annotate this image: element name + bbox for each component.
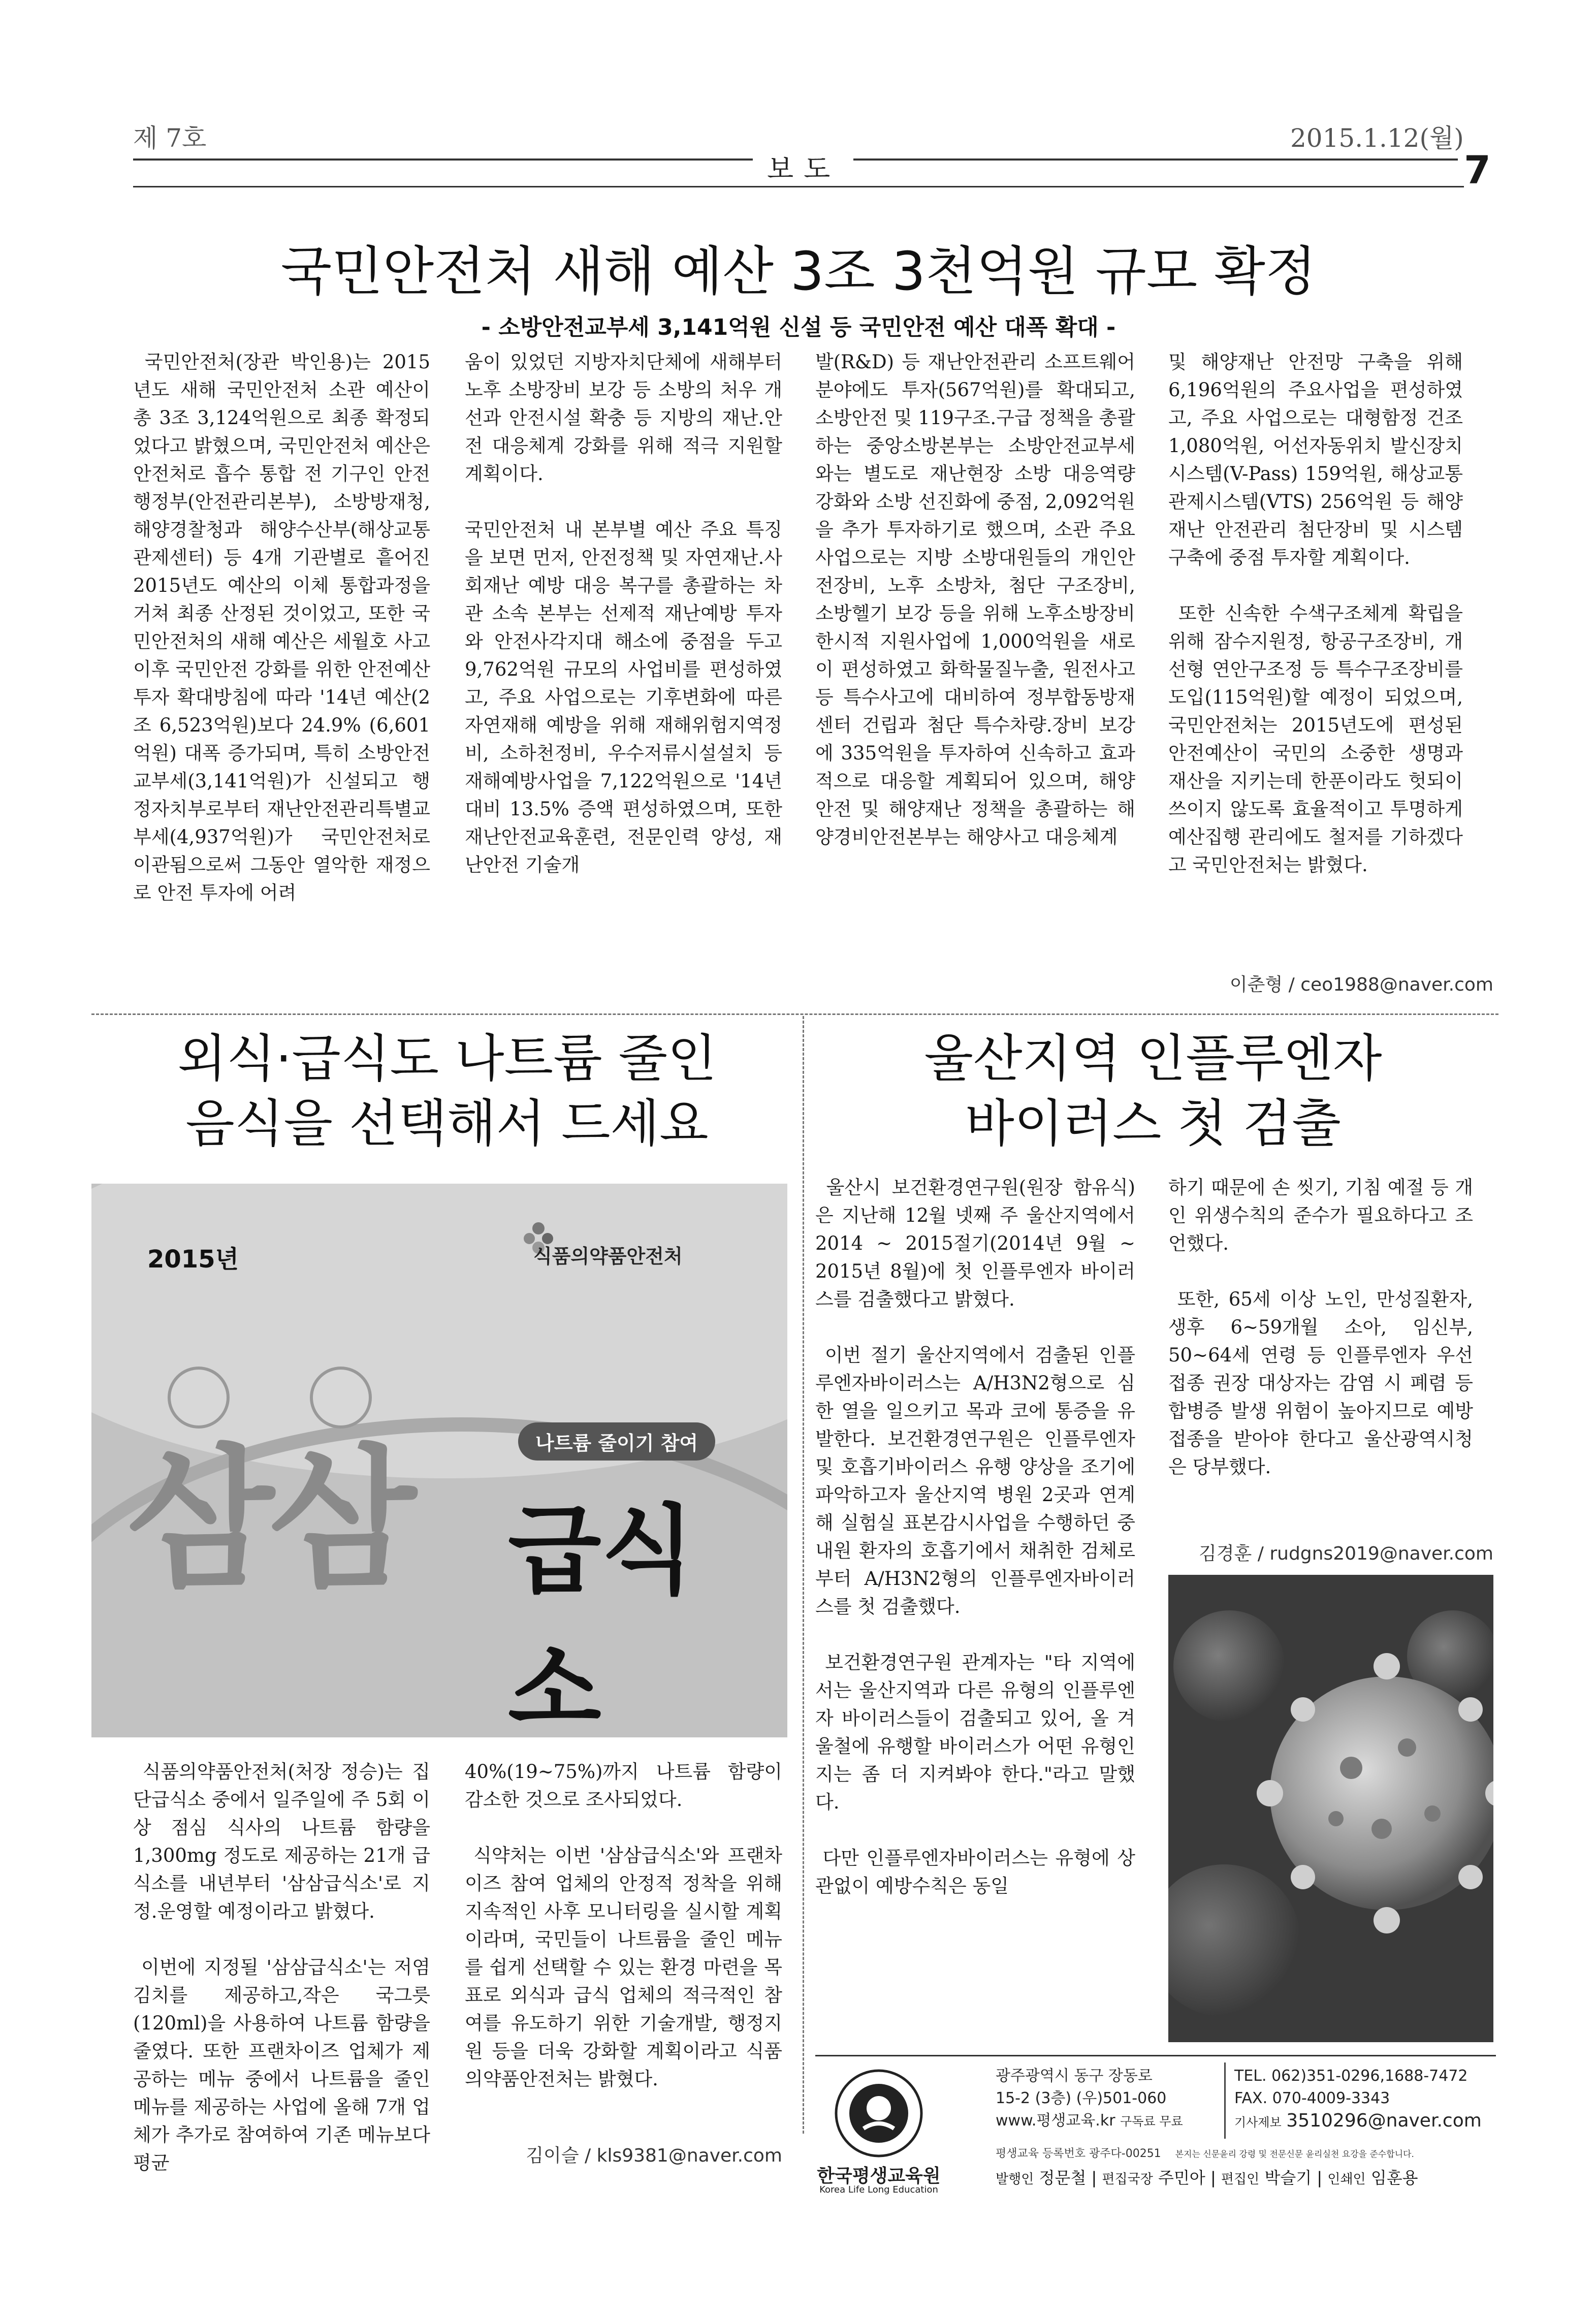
samsam-promo-image <box>91 1184 787 1737</box>
footer-rule-top <box>815 2055 1496 2056</box>
page-number: 7 <box>1464 147 1491 193</box>
virus-photo <box>1168 1575 1493 2042</box>
footer-contact <box>1234 2065 1498 2134</box>
article1-title: 국민안전처 새해 예산 3조 3천억원 규모 확정 <box>280 240 1317 302</box>
article1-subtitle: - 소방안전교부세 3,141억원 신설 등 국민안전 예산 대폭 확대 - <box>481 314 1116 340</box>
footer-address <box>996 2065 1219 2133</box>
image-big-text: 삼삼 <box>127 1431 411 1608</box>
footer-divider <box>1224 2063 1226 2139</box>
article3-title <box>813 1026 1493 1156</box>
article1-column-3: 발(R&D) 등 재난안전관리 소프트웨어 분야에도 투자(567억원)를 확대되고, 소방안전 및 119구조.구급 정책을 총괄하는 중앙소방본부는 소방안전교부세와는 별도로 재난현장 소방 대응역량 강화와 소방 선진화에 중점, 2,092억원을 추가 투자하기로 했으며, 소관 주요 사업으로는 지방 소방대원들의 개인안전장비, 노후 소방차, 첨단 구조장비, 소방헬기 보강 등을 위해 노후소방장비 한시적 지원사업에 1,000억원을 새로이 편성하였고 화학물질누출, 원전사고 등 특수사고에 대비하여 정부합동방재센터 건립과 첨단 특수차량.장비 보강에 335억원을 투자하여 신속하고 효과적으로 대응할 계획되어 있으며, 해양안전 및 해양재난 정책을 총괄하는 해양경비안전본부는 해양사고 대응체계 <box>815 351 1141 848</box>
editorial-name: 박슬기 <box>1264 2168 1312 2187</box>
footer-tel: TEL. 062)351-0296,1688-7472 <box>1234 2067 1468 2085</box>
footer-ad-email[interactable]: 3510296@naver.com <box>1286 2110 1482 2131</box>
smile-face-icon-2 <box>310 1367 372 1429</box>
article2-title-line1: 외식·급식도 나트륨 줄인 <box>177 1029 717 1088</box>
article1-byline: 이춘형 / ceo1988@naver.com <box>1229 974 1493 995</box>
article3-column-1: 울산시 보건환경연구원(원장 함유식)은 지난해 12월 넷째 주 울산지역에서 2014 ~ 2015절기(2014년 9월 ~ 2015년 8월)에 첫 인플루엔자 바이러스를 검출했다고 밝혔다. 이번 절기 울산지역에서 검출된 인플루엔자바이러스는 A/H3N2형으로 심한 열을 일으키고 목과 코에 통증을 유발한다. 보건환경연구원은 인플루엔자 및 호흡기바이러스 유행 양상을 조기에 파악하고자 울산지역 병원 2곳과 연계해 실험실 표본감시사업을 수행하던 중 내원 환자의 호흡기에서 채취한 검체로부터 A/H3N2형의 인플루엔자바이러스를 첫 검출했다. 보건환경연구원 관계자는 "타 지역에서는 울산지역과 다른 유형의 인플루엔자 바이러스들이 검출되고 있어, 올 겨울철에 유행할 바이러스가 어떤 유형인지는 좀 더 지켜봐야 한다."라고 말했다. 다만 인플루엔자바이러스는 유형에 상관없이 예방수칙은 동일 <box>815 1177 1135 1897</box>
footer-address-line1: 광주광역시 동구 장동로 <box>996 2067 1153 2085</box>
editorial-label: 편집인 <box>1221 2172 1260 2187</box>
footer-registration-line <box>996 2145 1498 2161</box>
header-rule-right <box>853 158 1458 161</box>
article2-title-line2: 음식을 선택해서 드세요 <box>185 1094 709 1153</box>
article2-column-2: 40%(19~75%)까지 나트륨 함량이 감소한 것으로 조사되었다. 식약처는 이번 '삼삼급식소'와 프랜차이즈 참여 업체의 안정적 정착을 위해 지속적인 사후 모니터링을 실시할 계획이라며, 국민들이 나트륨을 줄인 메뉴를 쉽게 선택할 수 있는 환경 마련을 목표로 외식과 급식 업체의 적극적인 참여를 유도하기 위한 기술개발, 행정지원 등을 더욱 강화할 계획이라고 식품의약품안전처는 밝혔다. <box>465 1761 782 2090</box>
header-rule-bottom <box>133 186 1464 187</box>
image-sub-text: 급식소 <box>508 1495 695 1737</box>
publisher-name: 정문철 <box>1039 2168 1087 2187</box>
editor-label: 편집국장 <box>1102 2172 1153 2187</box>
article3-column-2: 하기 때문에 손 씻기, 기침 예절 등 개인 위생수칙의 준수가 필요하다고 조언했다. 또한, 65세 이상 노인, 만성질환자, 생후 6~59개월 소아, 임신부, 50~64세 연령 등 인플루엔자 우선접종 권장 대상자는 감염 시 폐렴 등 합병증 발생 위험이 높아지므로 예방접종을 받아야 한다고 울산광역시청은 당부했다. <box>1168 1177 1473 1478</box>
footer-address-line2: 15-2 (3층) (우)501-060 <box>996 2089 1167 2107</box>
org-name: 한국평생교육원 <box>817 2166 941 2186</box>
footer-ad-label: 기사제보 <box>1234 2115 1282 2130</box>
section-label: 보도 <box>767 153 841 185</box>
footer-subscription: 구독료 무료 <box>1120 2114 1183 2129</box>
article3-title-line1: 울산지역 인플루엔자 <box>924 1029 1382 1088</box>
article1-column-4: 및 해양재난 안전망 구축을 위해 6,196억원의 주요사업을 편성하였고, 주요 사업으로는 대형함정 건조 1,080억원, 어선자동위치 발신장치시스템(V-Pass) 159억원, 해상교통관제시스템(VTS) 256억원 등 해양재난 안전관리 첨단장비 및 시스템 구축에 중점 투자할 계획이다. 또한 신속한 수색구조체계 확립을 위해 잠수지원정, 항공구조장비, 개선형 연안구조정 등 특수구조장비를 도입(115억원)할 예정이 되었으며, 국민안전처는 2015년도에 편성된 안전예산이 국민의 소중한 생명과 재산을 지키는데 한푼이라도 헛되이 쓰이지 않도록 효율적이고 투명하게 예산집행 관리에도 철저를 기하겠다고 국민안전처는 밝혔다. <box>1168 351 1463 876</box>
footer-fax: FAX. 070-4009-3343 <box>1234 2089 1390 2107</box>
footer-registration: 평생교육 등록번호 광주다-00251 <box>996 2147 1161 2160</box>
org-seal-icon <box>833 2068 924 2159</box>
footer-website[interactable]: www.평생교육.kr <box>996 2112 1115 2130</box>
image-agency: 식품의약품안전처 <box>533 1245 683 1267</box>
smile-face-icon <box>168 1367 230 1429</box>
footer-ethics: 본지는 신문윤리 강령 및 전문신문 윤리실천 요강을 준수합니다. <box>1175 2149 1414 2160</box>
article2-title <box>91 1026 803 1156</box>
article3-title-line2: 바이러스 첫 검출 <box>965 1094 1341 1153</box>
printer-name: 임훈용 <box>1370 2168 1418 2187</box>
column-divider <box>803 1016 804 2134</box>
section-divider <box>91 1013 1498 1015</box>
footer-staff-line: 발행인 정문철 | 편집국장 주민아 | 편집인 박슬기 | 인쇄인 임훈용 <box>996 2168 1418 2187</box>
issue-date: 2015.1.12(월) <box>1290 123 1464 153</box>
editor-name: 주민아 <box>1158 2168 1205 2187</box>
printer-label: 인쇄인 <box>1327 2172 1366 2187</box>
article1-column-1: 국민안전처(장관 박인용)는 2015년도 새해 국민안전처 소관 예산이 총 3조 3,124억원으로 최종 확정되었다고 밝혔으며, 국민안전처 예산은 안전처로 흡수 통합 전 기구인 안전행정부(안전관리본부), 소방방재청, 해양경찰청과 해양수산부(해상교통관제센터) 등 4개 기관별로 흩어진 2015년도 예산의 이체 통합과정을 거쳐 최종 산정된 것이었고, 또한 국민안전처의 새해 예산은 세월호 사고 이후 국민안전 강화를 위한 안전예산 투자 확대방침에 따라 '14년 예산(2조 6,523억원)보다 24.9% (6,601억원) 대폭 증가되며, 특히 소방안전교부세(3,141억원)가 신설되고 행정자치부로부터 재난안전관리특별교부세(4,937억원)가 국민안전처로 이관됨으로써 그동안 열악한 재정으로 안전 투자에 어려 <box>133 351 436 904</box>
article2-byline: 김이슬 / kls9381@naver.com <box>526 2145 782 2166</box>
header-rule-left <box>133 158 753 161</box>
image-badge: 나트륨 줄이기 참여 <box>518 1422 715 1461</box>
article1-column-2: 움이 있었던 지방자치단체에 새해부터 노후 소방장비 보강 등 소방의 처우 개선과 안전시설 확충 등 지방의 재난.안전 대응체계 강화를 위해 적극 지원할 계획이다. 국민안전처 내 본부별 예산 주요 특징을 보면 먼저, 안전정책 및 자연재난.사회재난 예방 대응 복구를 총괄하는 차관 소속 본부는 선제적 재난예방 투자와 안전사각지대 해소에 중점을 두고 9,762억원 규모의 사업비를 편성하였고, 주요 사업으로는 기후변화에 따른 자연재해 예방을 위해 재해위험지역정비, 소하천정비, 우수저류시설설치 등 재해예방사업을 7,122억원으로 '14년대비 13.5% 증액 편성하였으며, 또한 재난안전교육훈련, 전문인력 양성, 재난안전 기술개 <box>465 351 782 876</box>
article2-column-1: 식품의약품안전처(처장 정승)는 집단급식소 중에서 일주일에 주 5회 이상 점심 식사의 나트륨 함량을 1,300mg 정도로 제공하는 21개 급식소를 내년부터 '삼삼급식소'로 지정.운영할 예정이라고 밝혔다. 이번에 지정될 '삼삼급식소'는 저염김치를 제공하고,작은 국그릇(120ml)을 사용하여 나트륨 함량을 줄였다. 또한 프랜차이즈 업체가 제공하는 메뉴 중에서 나트륨을 줄인 메뉴를 제공하는 사업에 올해 7개 업체가 추가로 참여하여 기존 메뉴보다 평균 <box>133 1761 431 2174</box>
article3-byline: 김경훈 / rudgns2019@naver.com <box>1198 1543 1493 1564</box>
image-year: 2015년 <box>147 1245 239 1274</box>
issue-number: 제 7호 <box>133 123 207 153</box>
org-name-en: Korea Life Long Education <box>819 2184 938 2195</box>
publisher-label: 발행인 <box>996 2172 1034 2187</box>
